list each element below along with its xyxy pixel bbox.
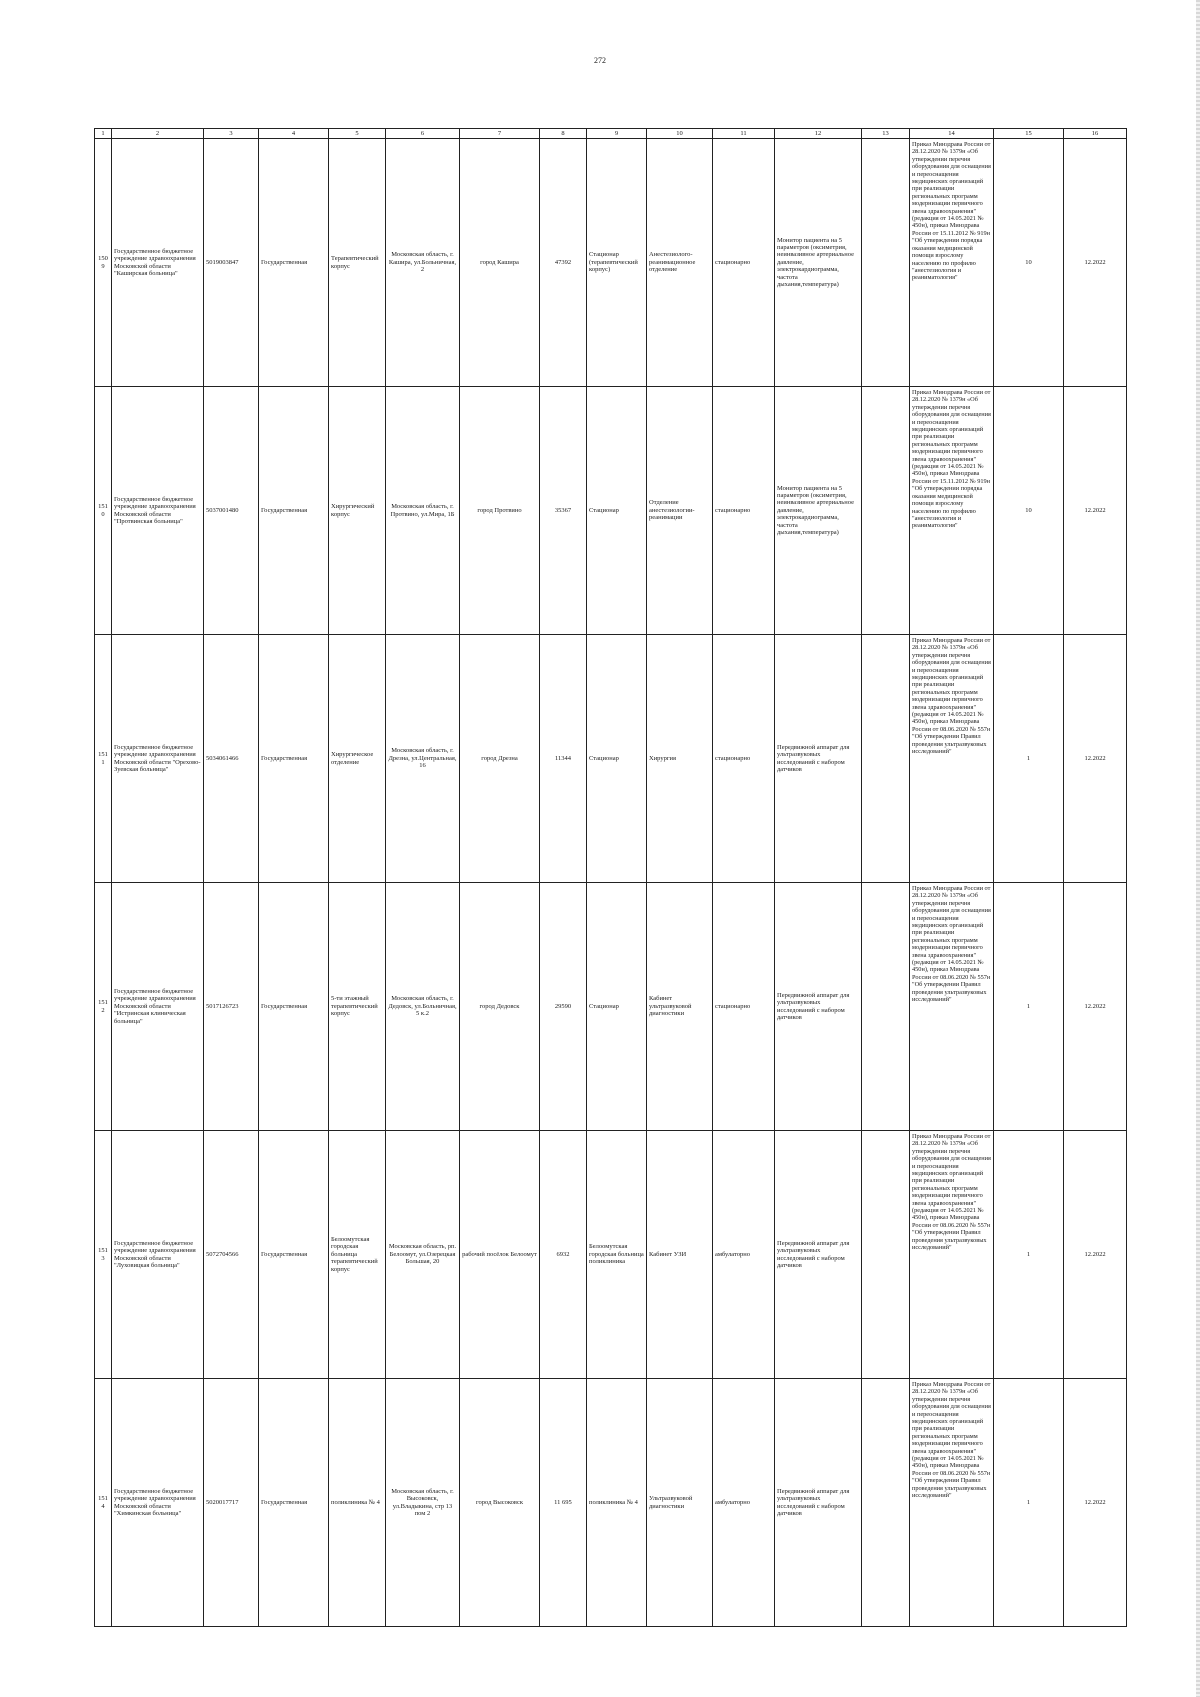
cell-col-7: рабочий посёлок Белоомут — [460, 1131, 540, 1379]
cell-col-4: Государственная — [259, 883, 329, 1131]
cell-col-12: Монитор пациента на 5 параметров (оксиметрия, неинвазивное артериальное давление, электрокардиограмма, частота дыхания,температура) — [775, 139, 862, 387]
legal-basis-text: Приказ Минздрава России от 28.12.2020 № 1379н «Об утверждении перечня оборудования для оснащения и переоснащения медицинских организаций при реализации региональных программ модернизации первичного звена здравоохранения"(редакция от 14.05.2021 № 450н), приказ Минздрава России от 15.11.2012 № 919н "Об утверждении порядка оказания медицинской помощи взрослому населению по профилю "анестезиология и реаниматология" — [912, 389, 991, 530]
cell-col-8: 6932 — [540, 1131, 587, 1379]
cell-col-7: город Высоковск — [460, 1379, 540, 1627]
cell-col-1: 1509 — [95, 139, 112, 387]
cell-col-8: 29590 — [540, 883, 587, 1131]
cell-col-12: Передвижной аппарат для ультразвуковых исследований с набором датчиков — [775, 1379, 862, 1627]
cell-col-5: поликлиника № 4 — [329, 1379, 386, 1627]
cell-col-15: 1 — [994, 635, 1064, 883]
column-header-13: 13 — [862, 129, 910, 139]
table-row — [95, 387, 1127, 635]
cell-col-2: Государственное бюджетное учреждение здравоохранения Московской области "Протвинская больница" — [112, 387, 204, 635]
cell-col-6: Московская область, рп. Белоомут, ул.Озерецкая Большая, 20 — [386, 1131, 460, 1379]
column-header-6: 6 — [386, 129, 460, 139]
cell-col-7: город Кашира — [460, 139, 540, 387]
cell-col-16: 12.2022 — [1064, 883, 1127, 1131]
cell-col-16: 12.2022 — [1064, 139, 1127, 387]
cell-col-3: 5037001480 — [204, 387, 259, 635]
page-number: 272 — [594, 56, 606, 65]
cell-col-14 — [910, 1379, 994, 1627]
legal-basis-text: Приказ Минздрава России от 28.12.2020 № 1379н «Об утверждении перечня оборудования для оснащения и переоснащения медицинских организаций при реализации региональных программ модернизации первичного звена здравоохранения"(редакция от 14.05.2021 № 450н), приказ Минздрава России от 08.06.2020 № 557н "Об утверждении Правил проведения ультразвуковых исследований" — [912, 1133, 991, 1252]
legal-basis-text: Приказ Минздрава России от 28.12.2020 № 1379н «Об утверждении перечня оборудования для оснащения и переоснащения медицинских организаций при реализации региональных программ модернизации первичного звена здравоохранения"(редакция от 14.05.2021 № 450н), приказ Минздрава России от 15.11.2012 № 919н "Об утверждении порядка оказания медицинской помощи взрослому населению по профилю "анестезиология и реаниматология" — [912, 141, 991, 282]
cell-col-14 — [910, 883, 994, 1131]
cell-col-9: Стационар — [587, 387, 647, 635]
cell-col-12: Передвижной аппарат для ультразвуковых исследований с набором датчиков — [775, 883, 862, 1131]
cell-col-15: 1 — [994, 1131, 1064, 1379]
cell-col-13 — [862, 139, 910, 387]
cell-col-5: 5-ти этажный терапевтический корпус — [329, 883, 386, 1131]
cell-col-16: 12.2022 — [1064, 635, 1127, 883]
table-row — [95, 1379, 1127, 1627]
cell-col-6: Московская область, г. Кашира, ул.Больничная, 2 — [386, 139, 460, 387]
legal-basis-text: Приказ Минздрава России от 28.12.2020 № 1379н «Об утверждении перечня оборудования для оснащения и переоснащения медицинских организаций при реализации региональных программ модернизации первичного звена здравоохранения"(редакция от 14.05.2021 № 450н), приказ Минздрава России от 08.06.2020 № 557н "Об утверждении Правил проведения ультразвуковых исследований" — [912, 885, 991, 1004]
cell-col-11: стационарно — [713, 883, 775, 1131]
cell-col-6: Московская область, г. Протвино, ул.Мира, 1Б — [386, 387, 460, 635]
cell-col-10: Анестезиолого-реанимационное отделение — [647, 139, 713, 387]
cell-col-7: город Протвино — [460, 387, 540, 635]
cell-col-14 — [910, 139, 994, 387]
cell-col-4: Государственная — [259, 1131, 329, 1379]
cell-col-7: город Дедовск — [460, 883, 540, 1131]
legal-basis-text: Приказ Минздрава России от 28.12.2020 № 1379н «Об утверждении перечня оборудования для оснащения и переоснащения медицинских организаций при реализации региональных программ модернизации первичного звена здравоохранения"(редакция от 14.05.2021 № 450н), приказ Минздрава России от 08.06.2020 № 557н "Об утверждении Правил проведения ультразвуковых исследований" — [912, 637, 991, 756]
cell-col-5: Терапевтический корпус — [329, 139, 386, 387]
cell-col-8: 47392 — [540, 139, 587, 387]
column-header-4: 4 — [259, 129, 329, 139]
cell-col-8: 11 695 — [540, 1379, 587, 1627]
column-header-1: 1 — [95, 129, 112, 139]
cell-col-7: город Дрезна — [460, 635, 540, 883]
header-row — [95, 129, 1127, 139]
cell-col-16: 12.2022 — [1064, 1379, 1127, 1627]
table-row — [95, 1131, 1127, 1379]
cell-col-3: 5020017717 — [204, 1379, 259, 1627]
cell-col-11: стационарно — [713, 139, 775, 387]
cell-col-16: 12.2022 — [1064, 387, 1127, 635]
column-header-16: 16 — [1064, 129, 1127, 139]
cell-col-5: Белоомутская городская больница терапевтический корпус — [329, 1131, 386, 1379]
column-header-8: 8 — [540, 129, 587, 139]
cell-col-4: Государственная — [259, 635, 329, 883]
cell-col-14 — [910, 1131, 994, 1379]
column-header-10: 10 — [647, 129, 713, 139]
cell-col-9: Стационар — [587, 883, 647, 1131]
cell-col-1: 1514 — [95, 1379, 112, 1627]
cell-col-16: 12.2022 — [1064, 1131, 1127, 1379]
cell-col-10: Ультразвуковой диагностики — [647, 1379, 713, 1627]
cell-col-12: Передвижной аппарат для ультразвуковых исследований с набором датчиков — [775, 635, 862, 883]
cell-col-11: стационарно — [713, 387, 775, 635]
table-body — [95, 139, 1127, 1627]
cell-col-10: Хирургия — [647, 635, 713, 883]
cell-col-13 — [862, 1379, 910, 1627]
cell-col-14 — [910, 387, 994, 635]
cell-col-10: Кабинет УЗИ — [647, 1131, 713, 1379]
table-row — [95, 139, 1127, 387]
cell-col-9: Белоомутская городская больница поликлиника — [587, 1131, 647, 1379]
cell-col-4: Государственная — [259, 1379, 329, 1627]
column-header-14: 14 — [910, 129, 994, 139]
cell-col-13 — [862, 883, 910, 1131]
cell-col-2: Государственное бюджетное учреждение здравоохранения Московской области "Химкинская больница" — [112, 1379, 204, 1627]
equipment-table — [94, 128, 1127, 1627]
cell-col-5: Хирургическое отделение — [329, 635, 386, 883]
column-header-5: 5 — [329, 129, 386, 139]
table-row — [95, 635, 1127, 883]
column-header-15: 15 — [994, 129, 1064, 139]
column-header-12: 12 — [775, 129, 862, 139]
legal-basis-text: Приказ Минздрава России от 28.12.2020 № 1379н «Об утверждении перечня оборудования для оснащения и переоснащения медицинских организаций при реализации региональных программ модернизации первичного звена здравоохранения"(редакция от 14.05.2021 № 450н), приказ Минздрава России от 08.06.2020 № 557н "Об утверждении Правил проведения ультразвуковых исследований" — [912, 1381, 991, 1500]
cell-col-13 — [862, 635, 910, 883]
cell-col-3: 5017126723 — [204, 883, 259, 1131]
equipment-table-container — [94, 128, 1126, 1627]
cell-col-11: стационарно — [713, 635, 775, 883]
cell-col-8: 35367 — [540, 387, 587, 635]
cell-col-15: 10 — [994, 139, 1064, 387]
cell-col-1: 1511 — [95, 635, 112, 883]
cell-col-8: 11344 — [540, 635, 587, 883]
column-header-2: 2 — [112, 129, 204, 139]
column-header-11: 11 — [713, 129, 775, 139]
cell-col-2: Государственное бюджетное учреждение здравоохранения Московской области "Истринская клиническая больница" — [112, 883, 204, 1131]
column-header-9: 9 — [587, 129, 647, 139]
table-row — [95, 883, 1127, 1131]
cell-col-12: Монитор пациента на 5 параметров (оксиметрия, неинвазивное артериальное давление, электрокардиограмма, частота дыхания,температура) — [775, 387, 862, 635]
cell-col-6: Московская область, г. Высоковск, ул.Владыкина, стр 13 пом 2 — [386, 1379, 460, 1627]
cell-col-4: Государственная — [259, 139, 329, 387]
cell-col-11: амбулаторно — [713, 1379, 775, 1627]
cell-col-13 — [862, 1131, 910, 1379]
cell-col-12: Передвижной аппарат для ультразвуковых исследований с набором датчиков — [775, 1131, 862, 1379]
cell-col-3: 5072704566 — [204, 1131, 259, 1379]
cell-col-9: поликлиника № 4 — [587, 1379, 647, 1627]
cell-col-3: 5034061466 — [204, 635, 259, 883]
cell-col-15: 1 — [994, 1379, 1064, 1627]
column-header-7: 7 — [460, 129, 540, 139]
cell-col-10: Отделение анестезиологии-реанимации — [647, 387, 713, 635]
cell-col-2: Государственное бюджетное учреждение здравоохранения Московской области "Каширская больница" — [112, 139, 204, 387]
cell-col-6: Московская область, г. Дрезна, ул.Центральная, 16 — [386, 635, 460, 883]
cell-col-15: 1 — [994, 883, 1064, 1131]
cell-col-1: 1513 — [95, 1131, 112, 1379]
cell-col-9: Стационар — [587, 635, 647, 883]
cell-col-15: 10 — [994, 387, 1064, 635]
cell-col-1: 1510 — [95, 387, 112, 635]
cell-col-2: Государственное бюджетное учреждение здравоохранения Московской области "Луховицкая больница" — [112, 1131, 204, 1379]
cell-col-11: амбулаторно — [713, 1131, 775, 1379]
cell-col-10: Кабинет ультразвуковой диагностики — [647, 883, 713, 1131]
scan-edge — [1196, 0, 1200, 1697]
cell-col-3: 5019003847 — [204, 139, 259, 387]
cell-col-4: Государственная — [259, 387, 329, 635]
cell-col-9: Стационар (терапевтический корпус) — [587, 139, 647, 387]
cell-col-13 — [862, 387, 910, 635]
cell-col-1: 1512 — [95, 883, 112, 1131]
cell-col-14 — [910, 635, 994, 883]
cell-col-5: Хирургический корпус — [329, 387, 386, 635]
cell-col-6: Московская область, г. Дедовск, ул.Больничная, 5 к.2 — [386, 883, 460, 1131]
column-header-3: 3 — [204, 129, 259, 139]
cell-col-2: Государственное бюджетное учреждение здравоохранения Московской области "Орехово-Зуевская больница" — [112, 635, 204, 883]
